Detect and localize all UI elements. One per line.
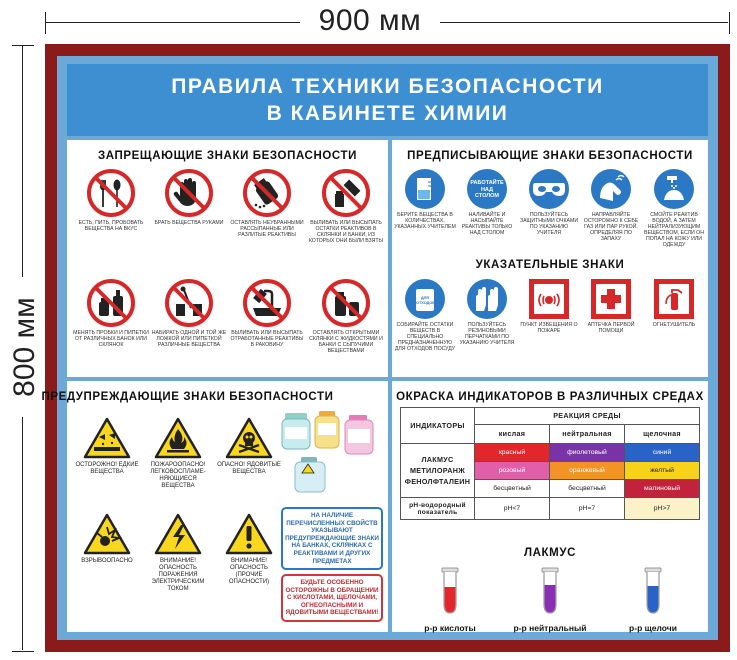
warning-caption: ВЗРЫВООПАСНО <box>81 558 133 564</box>
warning-labels-note: НА НАЛИЧИЕ ПЕРЕЧИСЛЕННЫХ СВОЙСТВ УКАЗЫВАЮТ ПРЕДУПРЕЖДАЮЩИЕ ЗНАКИ НА БАНКАХ, СКЛЯНКАХ С РЕАКТИВАМИ И ДРУГИХ ПРЕДМЕТАХ <box>281 507 383 570</box>
row-header-metil: МЕТИЛОРАНЖ <box>409 466 465 475</box>
stopper-icon <box>86 278 136 328</box>
sink-icon <box>242 278 292 328</box>
prohibition-sign <box>307 278 385 354</box>
mandatory-caption: НАЛИВАЙТЕ И НАСЫПАЙТЕ РЕАКТИВЫ ТОЛЬКО НАД СТОЛОМ <box>461 212 513 236</box>
column-header-acid: кислая <box>475 424 550 443</box>
test-tube-icon <box>539 567 561 615</box>
exclamation-icon <box>225 513 273 555</box>
hand-icon <box>164 168 214 218</box>
poster-title-line-1: ПРАВИЛА ТЕХНИКИ БЕЗОПАСНОСТИ <box>171 75 604 98</box>
ph-neutral-cell: pH=7 <box>550 498 625 520</box>
mandatory-sign <box>580 168 642 242</box>
warning-caption: ОПАСНО! ЯДОВИТЫЕ ВЕЩЕСТВА <box>217 462 281 475</box>
pointer-caption: ПУНКТ ИЗВЕЩЕНИЯ О ПОЖАРЕ <box>520 322 578 334</box>
pipette-icon <box>164 278 214 328</box>
warning-sign <box>75 513 139 565</box>
return-reagent-icon <box>321 168 371 218</box>
caution-note: БУДЬТЕ ОСОБЕННО ОСТОРОЖНЫ В ОБРАЩЕНИИ С КИСЛОТАМИ, ЩЕЛОЧАМИ, ОГНЕОПАСНЫМИ И ЯДОВИТЫМИ ВЕЩЕСТВАМИ! <box>281 574 383 622</box>
prohibition-caption: ЕСТЬ, ПИТЬ, ПРОБОВАТЬ ВЕЩЕСТВА НА ВКУС <box>78 220 144 232</box>
column-header-alkaline: щелочная <box>625 424 700 443</box>
prohibition-sign <box>229 278 305 348</box>
fork-spoon-icon <box>86 168 136 218</box>
test-tube-acid <box>410 567 490 633</box>
prohibition-sign <box>73 278 149 348</box>
test-tube-alkaline <box>610 567 696 633</box>
prohibition-caption: ОСТАВЛЯТЬ НЕУБРАННЫМИ РАССЫПАННЫЕ ИЛИ РАЗЛИТЫЕ РЕАКТИВЫ <box>230 220 304 238</box>
pointer-caption: ПОЛЬЗУЙТЕСЬ РЕЗИНОВЫМИ ПЕРЧАТКАМИ ПО УКАЗАНИЮ УЧИТЕЛЯ <box>459 322 515 346</box>
indicators-panel <box>392 381 708 632</box>
prohibition-caption: ОСТАВЛЯТЬ ОТКРЫТЫМИ СКЛЯНКИ С ЖИДКОСТЯМИ И БАНКИ С СЫПУЧИМИ ВЕЩЕСТВАМИ <box>309 330 383 354</box>
mandatory-sign <box>518 168 580 236</box>
metil-acid-cell: розовый <box>475 462 550 480</box>
mandatory-signs-title: ПРЕДПИСЫВАЮЩИЕ ЗНАКИ БЕЗОПАСНОСТИ <box>407 150 693 162</box>
height-dimension-label: 800 мм <box>8 277 42 417</box>
width-dimension-tick-left <box>45 12 46 34</box>
indicator-color-table <box>400 407 700 520</box>
poster-title-band <box>67 64 708 136</box>
prohibition-signs-title: ЗАПРЕЩАЮЩИЕ ЗНАКИ БЕЗОПАСНОСТИ <box>97 150 358 162</box>
pointer-signs-title: УКАЗАТЕЛЬНЫЕ ЗНАКИ <box>475 259 625 271</box>
test-tube-icon <box>439 567 461 615</box>
row-header-fenol: ФЕНОЛФТАЛЕИН <box>404 477 471 486</box>
skull-icon <box>225 417 273 459</box>
row-header-lakmus: ЛАКМУС <box>421 455 454 464</box>
warning-signs-title: ПРЕДУПРЕЖДАЮЩИЕ ЗНАКИ БЕЗОПАСНОСТИ <box>41 391 334 403</box>
column-header-indicators: ИНДИКАТОРЫ <box>401 408 475 444</box>
mandatory-caption: НАПРАВЛЯЙТЕ ОСТОРОЖНО К СЕБЕ ГАЗ ИЛИ ПАР РУКОЙ, ОПРЕДЕЛЯЯ ПО ЗАПАХУ <box>583 212 639 242</box>
warning-sign <box>75 417 139 476</box>
mandatory-caption: БЕРИТЕ ВЕЩЕСТВА В КОЛИЧЕСТВАХ, УКАЗАННЫХ УЧИТЕЛЕМ <box>394 212 456 230</box>
warning-caption: ВНИМАНИЕ! ОПАСНОСТЬ (ПРОЧИЕ ОПАСНОСТИ) <box>228 558 270 585</box>
test-tube-label: р-р щелочи <box>629 623 677 633</box>
open-bottle-icon <box>321 278 371 328</box>
prohibition-sign <box>151 168 227 226</box>
lakmus-alkaline-cell: синий <box>625 444 700 462</box>
metil-alkaline-cell: желтый <box>625 462 700 480</box>
pointer-caption: СОБИРАЙТЕ ОСТАТКИ ВЕЩЕСТВ В СПЕЦИАЛЬНО ПРЕДНАЗНАЧЕННУЮ ДЛЯ ОТХОДОВ ПОСУДУ <box>394 322 456 352</box>
prohibition-caption: БРАТЬ ВЕЩЕСТВА РУКАМИ <box>154 220 224 226</box>
test-tube-icon <box>642 567 664 615</box>
mandatory-signs-panel <box>392 140 708 377</box>
test-tube-label: р-р кислоты <box>424 623 476 633</box>
metil-neutral-cell: оранжевый <box>550 462 625 480</box>
warning-caption: ПОЖАРООПАСНО! ЛЕГКОВОСПЛАМЕ-НЯЮЩИЕСЯ ВЕЩЕСТВА <box>150 462 206 489</box>
corrosive-icon <box>83 417 131 459</box>
pointer-sign <box>518 278 580 334</box>
poster-board <box>41 44 730 652</box>
lakmus-title: ЛАКМУС <box>523 547 577 559</box>
pointer-sign <box>456 278 518 346</box>
pointer-caption: ОГНЕТУШИТЕЛЬ <box>652 322 696 328</box>
smell-icon <box>590 168 632 210</box>
ph-alkaline-cell: pH>7 <box>625 498 700 520</box>
jar-icon <box>242 168 292 218</box>
flammable-icon <box>154 417 202 459</box>
lakmus-neutral-cell: фиолетовый <box>550 444 625 462</box>
ph-acid-cell: pH<7 <box>475 498 550 520</box>
prohibition-signs-panel <box>67 140 388 377</box>
prohibition-sign <box>307 168 385 244</box>
height-dimension-tick-top <box>12 45 34 46</box>
mandatory-sign <box>456 168 518 236</box>
poster-inner <box>41 56 718 640</box>
prohibition-sign <box>73 168 149 232</box>
gloves-icon <box>466 278 508 320</box>
first-aid-icon <box>590 278 632 320</box>
column-header-neutral: нейтральная <box>550 424 625 443</box>
pointer-sign <box>394 278 456 352</box>
pointer-caption: АПТЕЧКА ПЕРВОЙ ПОМОЩИ <box>587 322 635 334</box>
warning-sign <box>217 417 281 476</box>
prohibition-caption: ВЫЛИВАТЬ ИЛИ ВЫСЫПАТЬ ОСТАТКИ РЕАКТИВОВ В СКЛЯНКИ И БАНКИ, ИЗ КОТОРЫХ ОНИ БЫЛИ ВЗЯТЫ <box>308 220 384 244</box>
width-dimension-label: 900 мм <box>300 4 440 38</box>
pointer-sign <box>580 278 642 334</box>
mandatory-sign <box>642 168 706 248</box>
lakmus-acid-cell: красный <box>475 444 550 462</box>
mandatory-sign <box>394 168 456 230</box>
explosive-icon <box>83 513 131 555</box>
warning-sign <box>217 513 281 586</box>
fire-alarm-icon <box>528 278 570 320</box>
prohibition-sign <box>151 278 227 348</box>
warning-caption: ВНИМАНИЕ! ОПАСНОСТЬ ПОРАЖЕНИЯ ЭЛЕКТРИЧЕСКИМ ТОКОМ <box>151 558 205 592</box>
warning-sign <box>143 513 213 593</box>
warning-caption: ОСТОРОЖНО! ЕДКИЕ ВЕЩЕСТВА <box>75 462 139 475</box>
poster-title-line-2: В КАБИНЕТЕ ХИМИИ <box>266 102 509 125</box>
prohibition-sign <box>229 168 305 238</box>
fenol-alkaline-cell: малиновый <box>625 480 700 498</box>
electric-icon <box>154 513 202 555</box>
column-header-reaction: РЕАКЦИЯ СРЕДЫ <box>475 408 700 425</box>
indicators-title: ОКРАСКА ИНДИКАТОРОВ В РАЗЛИЧНЫХ СРЕДАХ <box>396 391 704 403</box>
warning-sign <box>143 417 213 490</box>
mandatory-caption: ПОЛЬЗУЙТЕСЬ ЗАЩИТНЫМИ ОЧКАМИ ПО УКАЗАНИЮ УЧИТЕЛЯ <box>519 212 579 236</box>
extinguisher-icon <box>653 278 695 320</box>
beaker-icon <box>404 168 446 210</box>
prohibition-caption: ВЫЛИВАТЬ ИЛИ ВЫСЫПАТЬ ОТРАБОТАННЫЕ РЕАКТИВЫ В РАКОВИНУ <box>230 330 304 348</box>
reagent-jars-illustration <box>277 409 385 495</box>
fenol-neutral-cell: бесцветный <box>550 480 625 498</box>
test-tube-label: р-р нейтральный <box>513 623 587 633</box>
mandatory-badge: РАБОТАЙТЕ НАД СТОЛОМ <box>470 180 504 199</box>
height-dimension-tick-bottom <box>12 651 34 652</box>
test-tube-neutral <box>506 567 594 633</box>
prohibition-caption: НАБИРАТЬ ОДНОЙ И ТОЙ ЖЕ ЛОЖКОЙ ИЛИ ПИПЕТКОЙ РАЗЛИЧНЫЕ ВЕЩЕСТВА <box>151 330 227 348</box>
prohibition-caption: МЕНЯТЬ ПРОБКИ И ПИПЕТКИ ОТ РАЗЛИЧНЫХ БАНОК ИЛИ СКЛЯНОК <box>73 330 149 348</box>
warning-signs-panel <box>41 381 388 632</box>
pointer-badge: ДЛЯ ОТХОДОВ <box>416 296 436 305</box>
goggles-icon <box>528 168 570 210</box>
width-dimension-tick-right <box>729 12 730 34</box>
fenol-acid-cell: бесцветный <box>475 480 550 498</box>
row-header-ph: pH-водородный показатель <box>401 498 475 520</box>
wash-icon <box>653 168 695 210</box>
pointer-sign <box>642 278 706 328</box>
row-header-indicators <box>401 444 475 498</box>
mandatory-caption: СМОЙТЕ РЕАКТИВ ВОДОЙ, А ЗАТЕМ НЕЙТРАЛИЗУЮЩИМ ВЕЩЕСТВОМ, ЕСЛИ ОН ПОПАЛ НА КОЖУ ИЛИ ОДЕЖДУ <box>644 212 704 248</box>
